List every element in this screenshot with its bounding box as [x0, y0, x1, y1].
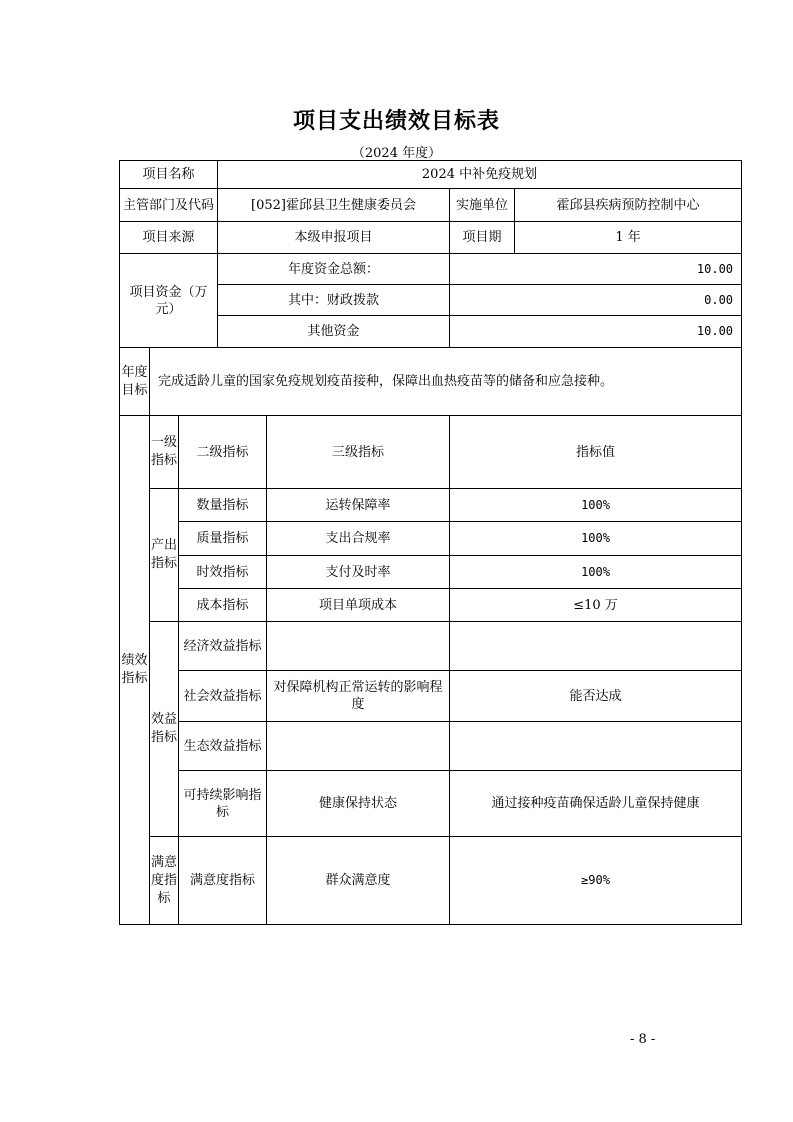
funds-total-label: 年度资金总额： — [218, 254, 450, 285]
benefit-value — [450, 722, 742, 771]
funds-other-value: 10.00 — [450, 316, 742, 348]
satisfaction-label: 满意度指标 — [150, 837, 179, 925]
dept-value: [052]霍邱县卫生健康委员会 — [218, 189, 450, 222]
table-row — [120, 771, 742, 837]
benefit-l3: 健康保持状态 — [267, 771, 450, 837]
output-value: 100% — [450, 522, 742, 556]
output-value: 100% — [450, 556, 742, 589]
goal-label: 年度目标 — [120, 348, 150, 416]
table-row — [120, 622, 742, 671]
table-row — [120, 522, 742, 556]
table-row — [120, 671, 742, 722]
table-row — [120, 489, 742, 522]
benefit-value — [450, 622, 742, 671]
impl-label: 实施单位 — [450, 189, 515, 222]
output-l3: 支出合规率 — [267, 522, 450, 556]
page-title: 项目支出绩效目标表 — [292, 108, 500, 134]
output-l2: 时效指标 — [179, 556, 267, 589]
benefit-l3 — [267, 622, 450, 671]
row-project-name — [120, 161, 742, 189]
row-dept — [120, 189, 742, 222]
year-label: （2024 年度） — [351, 146, 442, 161]
source-value: 本级申报项目 — [218, 222, 450, 254]
indicators-label: 绩效指标 — [120, 416, 150, 925]
output-label: 产出指标 — [150, 489, 179, 622]
header-l2: 二级指标 — [179, 416, 267, 489]
benefit-label: 效益指标 — [150, 622, 179, 837]
benefit-value: 能否达成 — [450, 671, 742, 722]
period-value: 1 年 — [515, 222, 742, 254]
funds-label: 项目资金（万元） — [120, 254, 218, 348]
header-l1: 一级指标 — [150, 416, 179, 489]
output-l2: 成本指标 — [179, 589, 267, 622]
project-name-label: 项目名称 — [120, 161, 218, 189]
header-l3: 三级指标 — [267, 416, 450, 489]
table-row — [120, 589, 742, 622]
benefit-l2: 可持续影响指标 — [179, 771, 267, 837]
table-row — [120, 837, 742, 925]
benefit-l3: 对保障机构正常运转的影响程度 — [267, 671, 450, 722]
goal-text: 完成适龄儿童的国家免疫规划疫苗接种，保障出血热疫苗等的储备和应急接种。 — [150, 348, 742, 416]
satisfaction-value: ≥90% — [450, 837, 742, 925]
satisfaction-l3: 群众满意度 — [267, 837, 450, 925]
output-l3: 支付及时率 — [267, 556, 450, 589]
row-funds-total — [120, 254, 742, 285]
table-row — [120, 722, 742, 771]
output-value: 100% — [450, 489, 742, 522]
header-value: 指标值 — [450, 416, 742, 489]
benefit-l2: 生态效益指标 — [179, 722, 267, 771]
source-label: 项目来源 — [120, 222, 218, 254]
funds-fiscal-label: 其中：财政拨款 — [218, 285, 450, 316]
funds-other-label: 其他资金 — [218, 316, 450, 348]
funds-total-value: 10.00 — [450, 254, 742, 285]
benefit-l3 — [267, 722, 450, 771]
row-source — [120, 222, 742, 254]
benefit-value: 通过接种疫苗确保适龄儿童保持健康 — [450, 771, 742, 837]
funds-fiscal-value: 0.00 — [450, 285, 742, 316]
performance-table — [119, 160, 742, 925]
output-value: ≤10 万 — [450, 589, 742, 622]
output-l3: 运转保障率 — [267, 489, 450, 522]
table-row — [120, 556, 742, 589]
page-number: - 8 - — [630, 1032, 656, 1047]
satisfaction-l2: 满意度指标 — [179, 837, 267, 925]
output-l2: 数量指标 — [179, 489, 267, 522]
row-goal — [120, 348, 742, 416]
dept-label: 主管部门及代码 — [120, 189, 218, 222]
period-label: 项目期 — [450, 222, 515, 254]
impl-value: 霍邱县疾病预防控制中心 — [515, 189, 742, 222]
row-indicator-header — [120, 416, 742, 489]
output-l3: 项目单项成本 — [267, 589, 450, 622]
benefit-l2: 社会效益指标 — [179, 671, 267, 722]
project-name-value: 2024 中补免疫规划 — [218, 161, 742, 189]
benefit-l2: 经济效益指标 — [179, 622, 267, 671]
output-l2: 质量指标 — [179, 522, 267, 556]
